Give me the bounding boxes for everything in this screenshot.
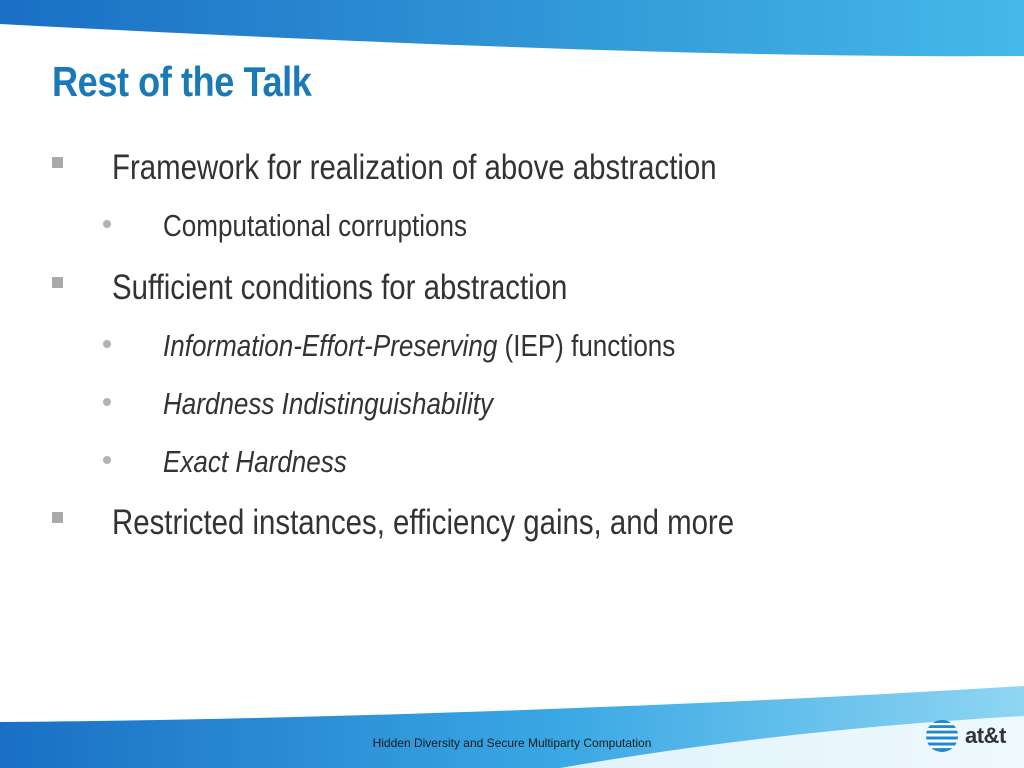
square-bullet-icon [52, 512, 63, 523]
bullet-text [163, 328, 675, 364]
italic-term: Information-Effort-Preserving [163, 328, 498, 363]
square-bullet-icon [52, 277, 63, 288]
bottom-footer-band [0, 680, 1024, 768]
att-logo-text: at&t [965, 723, 1006, 748]
text-segment: (IEP) functions [497, 328, 676, 363]
bullet-text [112, 268, 567, 308]
text-segment: Computational corruptions [163, 208, 467, 243]
text-segment: Sufficient conditions for abstraction [112, 268, 568, 307]
round-bullet-icon [103, 456, 111, 464]
bullet-text [163, 444, 347, 480]
square-bullet-icon [52, 157, 63, 168]
text-segment: Framework for realization of above abstraction [112, 148, 717, 187]
bullet-text [112, 503, 734, 543]
bullet-text [112, 148, 717, 188]
text-segment: Restricted instances, efficiency gains, and more [112, 503, 735, 542]
slide-title: Rest of the Talk [52, 58, 312, 105]
italic-term: Exact Hardness [163, 444, 347, 479]
bullet-text [163, 208, 467, 244]
footer-title: Hidden Diversity and Secure Multiparty Computation [372, 736, 652, 750]
round-bullet-icon [103, 340, 111, 348]
italic-term: Hardness Indistinguishability [163, 386, 494, 421]
round-bullet-icon [103, 398, 111, 406]
bullet-text [163, 386, 493, 422]
round-bullet-icon [103, 220, 111, 228]
